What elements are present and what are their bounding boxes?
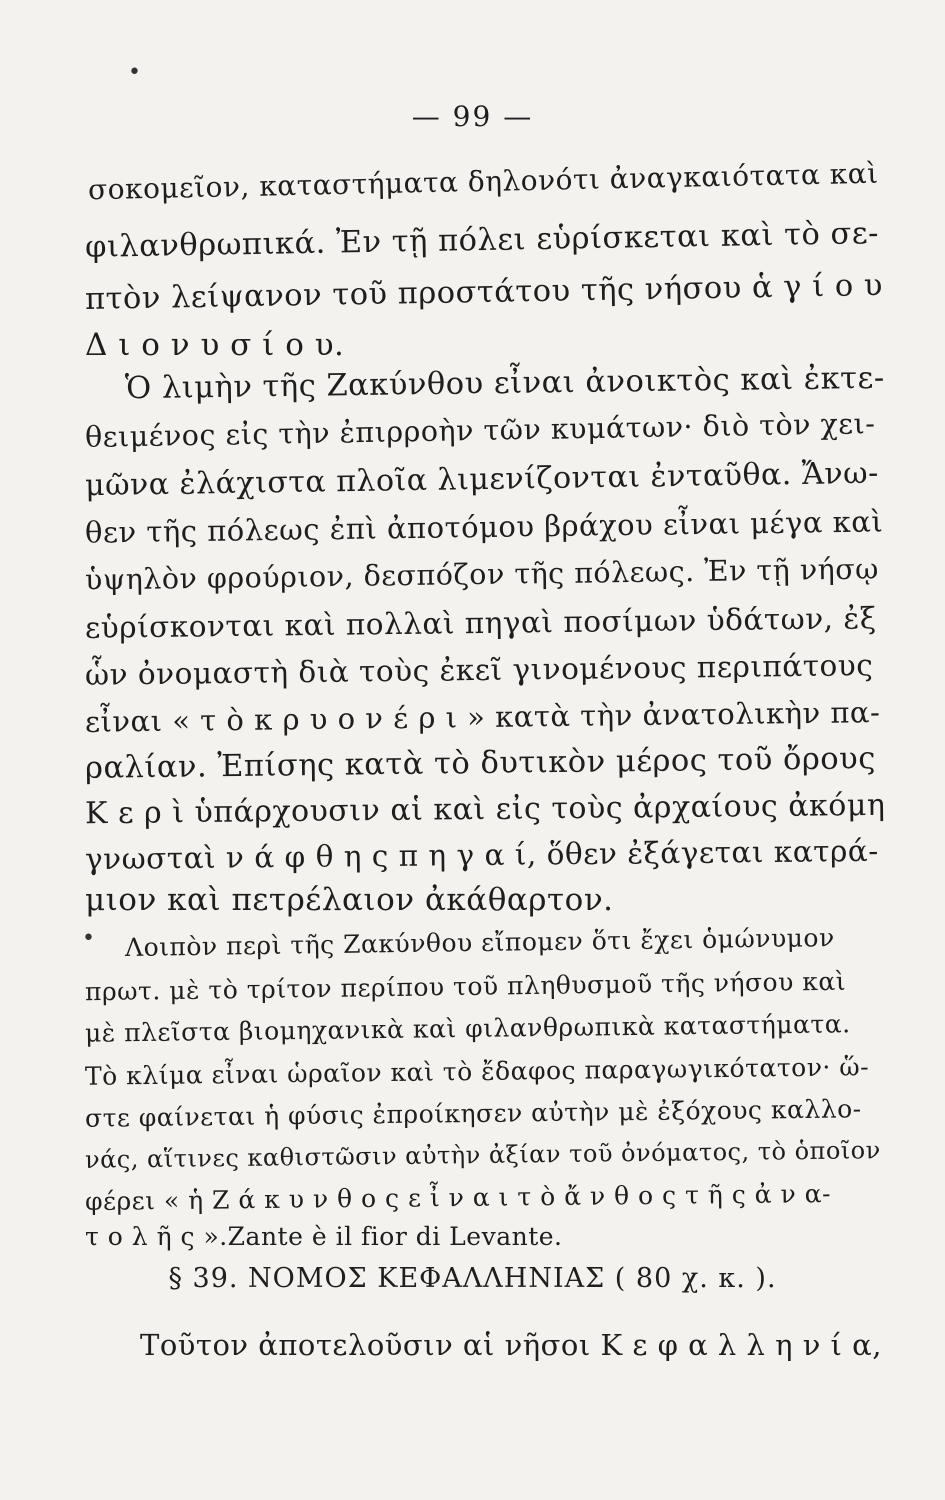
section-heading: § 39. ΝΟΜΟΣ ΚΕΦΑΛΛΗΝΙΑΣ ( 80 χ. κ. ).: [168, 1263, 777, 1294]
text-line: ὧν ὀνομαστὴ διὰ τοὺς ἐκεῖ γινομένους περιπάτους: [84, 648, 874, 692]
text-line: τ ο λ ῆ ς ».Zante è il fior di Levante.: [85, 1222, 563, 1251]
text-line: ραλίαν. Ἐπίσης κατὰ τὸ δυτικὸν μέρος τοῦ ὄρους: [84, 741, 877, 786]
text-line: εἶναι « τ ὸ κ ρ υ ο ν έ ρ ι » κατὰ τὴν ἀνατολικὴν πα-: [84, 695, 881, 739]
text-line: θειμένος εἰς τὴν ἐπιρροὴν τῶν κυμάτων· διὸ τὸν χει-: [84, 407, 876, 454]
text-line: μῶνα ἐλάχιστα πλοῖα λιμενίζονται ἐνταῦθα. Ἄνω-: [84, 455, 879, 504]
text-line: φιλανθρωπικά. Ἐν τῇ πόλει εὑρίσκεται καὶ τὸ σε-: [84, 216, 880, 265]
text-line: γνωσταὶ ν ά φ θ η ς π η γ α ί, ὅθεν ἐξάγεται κατρά-: [84, 833, 879, 877]
text-line: πτὸν λείψανον τοῦ προστάτου τῆς νήσου ἁ γ ί ο υ: [84, 268, 884, 317]
text-line: μὲ πλεῖστα βιομηχανικὰ καὶ φιλανθρωπικὰ καταστήματα.: [84, 1009, 851, 1048]
ink-dot: •: [82, 926, 95, 951]
ink-dot: •: [128, 60, 141, 85]
text-line: στε φαίνεται ἡ φύσις ἐπροίκησεν αὐτὴν μὲ ἐξόχους καλλο-: [84, 1094, 862, 1133]
text-line: σοκομεῖον, καταστήματα δηλονότι ἀναγκαιότατα καὶ: [87, 156, 879, 207]
text-line: θεν τῆς πόλεως ἐπὶ ἀποτόμου βράχου εἶναι μέγα καὶ: [84, 504, 884, 550]
text-line: Τοῦτον ἀποτελοῦσιν αἱ νῆσοι Κ ε φ α λ λ η ν ί α,: [140, 1328, 882, 1362]
page-number: — 99 —: [411, 100, 534, 133]
text-line: μιον καὶ πετρέλαιον ἀκάθαρτον.: [85, 882, 614, 918]
text-line: Λοιπὸν περὶ τῆς Ζακύνθου εἴπομεν ὅτι ἔχει ὁμώνυμον: [124, 923, 835, 962]
text-line: Δ ι ο ν υ σ ί ο υ.: [85, 327, 345, 363]
text-line: Ὁ λιμὴν τῆς Ζακύνθου εἶναι ἀνοικτὸς καὶ ἐκτε-: [124, 360, 885, 407]
text-line: πρωτ. μὲ τὸ τρίτον περίπου τοῦ πληθυσμοῦ τῆς νήσου καὶ: [84, 966, 847, 1007]
text-line: ὑψηλὸν φρούριον, δεσπόζον τῆς πόλεως. Ἐν τῇ νήσῳ: [84, 552, 880, 597]
text-line: Κ ε ρ ὶ ὑπάρχουσιν αἱ καὶ εἰς τοὺς ἀρχαίους ἀκόμη: [84, 787, 886, 832]
text-line: νάς, αἵτινες καθιστῶσιν αὐτὴν ἀξίαν τοῦ ὀνόματος, τὸ ὁποῖον: [84, 1136, 881, 1174]
text-line: Τὸ κλίμα εἶναι ὡραῖον καὶ τὸ ἔδαφος παραγωγικότατον· ὥ-: [84, 1052, 870, 1091]
text-line: φέρει « ἡ Ζ ά κ υ ν θ ο ς ε ἶ ν α ι τ ὸ ἄ ν θ ο ς τ ῆ ς ἀ ν α-: [84, 1179, 832, 1216]
text-line: εὑρίσκονται καὶ πολλαὶ πηγαὶ ποσίμων ὑδάτων, ἐξ: [84, 601, 877, 645]
